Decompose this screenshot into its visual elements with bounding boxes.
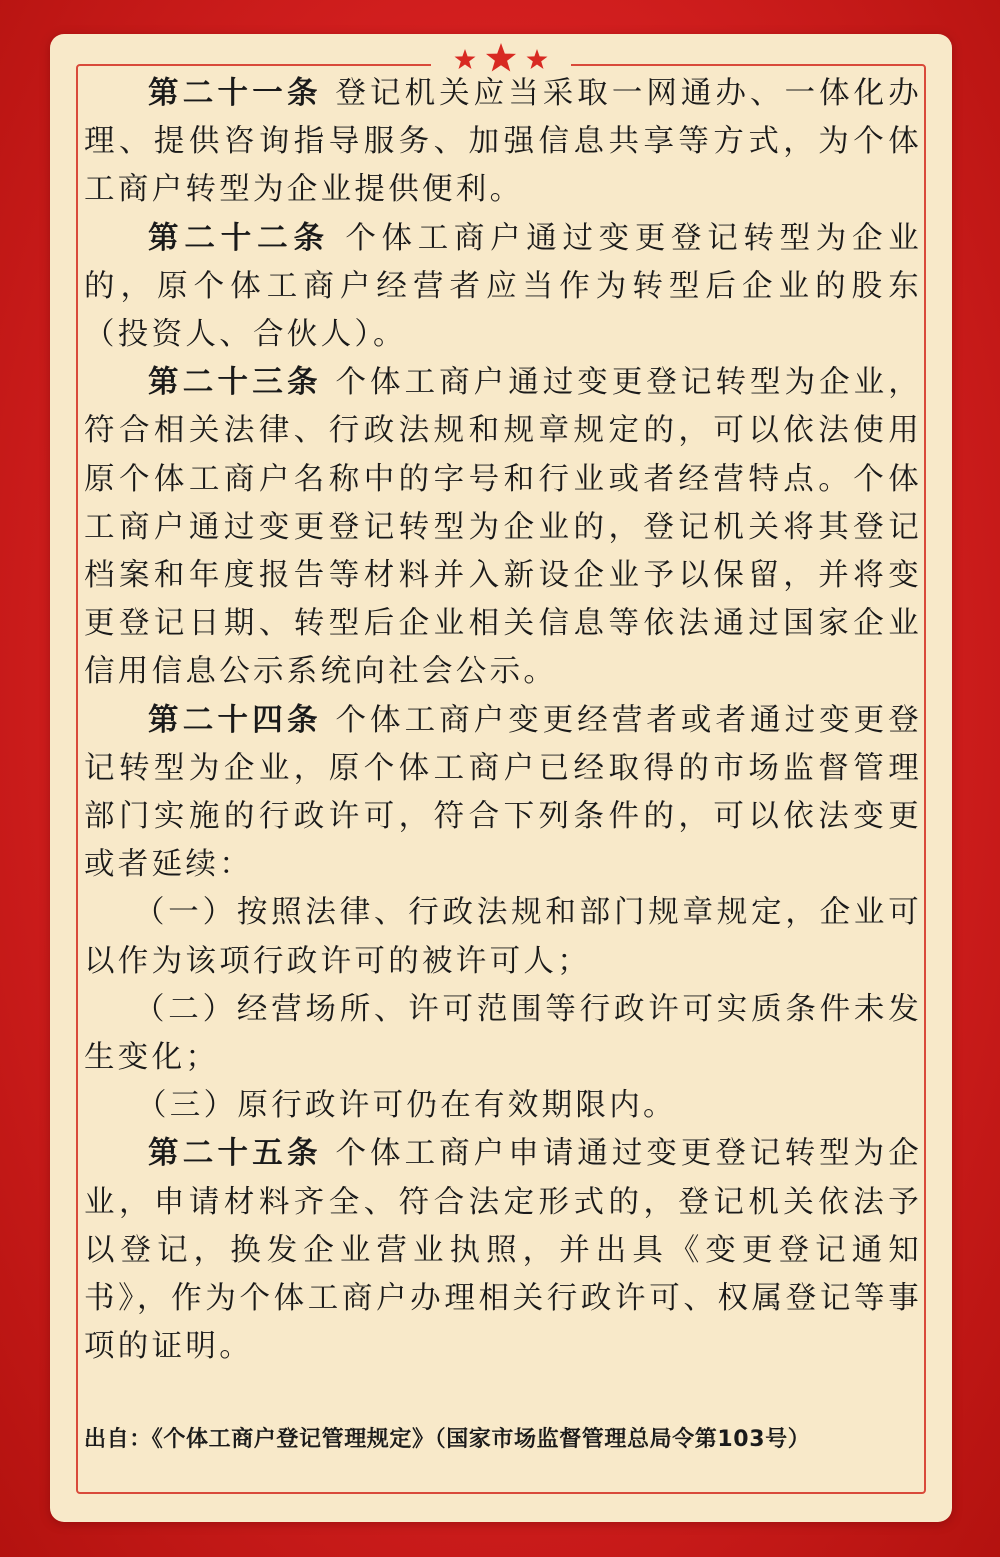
article-title: 第二十二条 bbox=[148, 220, 330, 256]
list-item: （二）经营场所、许可范围等行政许可实质条件未发生变化； bbox=[84, 991, 922, 1076]
regulation-text bbox=[84, 70, 922, 1371]
article-25 bbox=[84, 1130, 922, 1371]
list-item: （一）按照法律、行政法规和部门规章规定，企业可以作为该项行政许可的被许可人； bbox=[84, 895, 922, 979]
article-21 bbox=[84, 70, 922, 215]
article-22 bbox=[84, 215, 922, 360]
article-title: 第二十三条 bbox=[148, 365, 322, 401]
source-citation: 出自：《个体工商户登记管理规定》（国家市场监督管理总局令第103号） bbox=[84, 1427, 811, 1452]
article-body: 个体工商户通过变更登记转型为企业的，原个体工商户经营者应当作为转型后企业的股东（投资人、合伙人）。 bbox=[84, 220, 922, 353]
article-title: 第二十四条 bbox=[148, 702, 322, 738]
article-24 bbox=[84, 697, 922, 890]
article-body: 登记机关应当采取一网通办、一体化办理、提供咨询指导服务、加强信息共享等方式，为个体工商户转型为企业提供便利。 bbox=[84, 76, 923, 208]
article-23 bbox=[84, 359, 922, 696]
article-title: 第二十一条 bbox=[148, 76, 322, 111]
article-body: 个体工商户变更经营者或者通过变更登记转型为企业，原个体工商户已经取得的市场监督管理部门实施的行政许可，符合下列条件的，可以依法变更或者延续： bbox=[84, 702, 923, 883]
article-body: 个体工商户申请通过变更登记转型为企业，申请材料齐全、符合法定形式的，登记机关依法予以登记，换发企业营业执照，并出具《变更登记通知书》，作为个体工商户办理相关行政许可、权属登记等事项的证明。 bbox=[84, 1136, 923, 1365]
list-item: （三）原行政许可仍在有效期限内。 bbox=[136, 1088, 677, 1124]
article-title: 第二十五条 bbox=[148, 1136, 322, 1172]
article-body: 个体工商户通过变更登记转型为企业，符合相关法律、行政法规和规章规定的，可以依法使用原个体工商户名称中的字号和行业或者经营特点。个体工商户通过变更登记转型为企业的，登记机关将其登记档案和年度报告等材料并入新设企业予以保留，并将变更登记日期、转型后企业相关信息等依法通过国家企业信用信息公示系统向社会公示。 bbox=[84, 365, 923, 690]
